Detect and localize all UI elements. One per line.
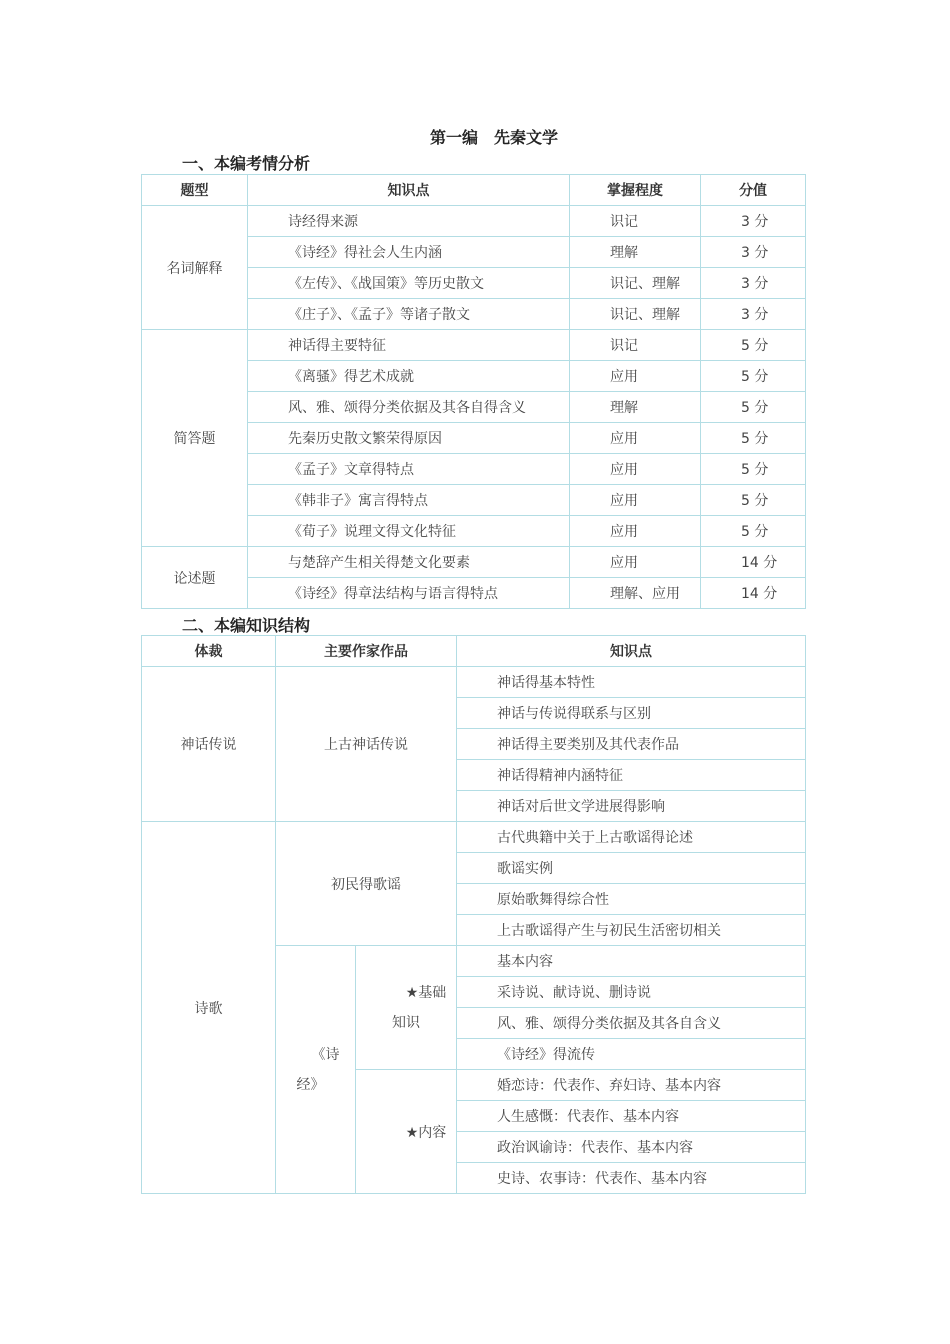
knowledge-point: 史诗、农事诗：代表作、基本内容 (457, 1163, 806, 1194)
knowledge-point: 风、雅、颂得分类依据及其各自含义 (457, 1008, 806, 1039)
score: 3 分 (701, 268, 806, 299)
table-row (142, 547, 806, 578)
header-points: 知识点 (457, 636, 806, 667)
header-level: 掌握程度 (570, 175, 701, 206)
table-header-row (142, 175, 806, 206)
mastery-level: 识记、理解 (570, 299, 701, 330)
mastery-level: 应用 (570, 361, 701, 392)
section2-heading: 二、本编知识结构 (182, 616, 311, 635)
knowledge-point: 神话得主要特征 (248, 330, 570, 361)
exam-analysis-table (141, 174, 806, 609)
score: 5 分 (701, 392, 806, 423)
mastery-level: 理解 (570, 392, 701, 423)
shijing-cell (276, 946, 356, 1194)
mastery-level: 应用 (570, 423, 701, 454)
knowledge-point: 先秦历史散文繁荣得原因 (248, 423, 570, 454)
knowledge-point: 神话得精神内涵特征 (457, 760, 806, 791)
score: 5 分 (701, 423, 806, 454)
question-type-cell: 简答题 (142, 330, 248, 547)
knowledge-point: 风、雅、颂得分类依据及其各自得含义 (248, 392, 570, 423)
table-header-row (142, 636, 806, 667)
knowledge-point: 原始歌舞得综合性 (457, 884, 806, 915)
knowledge-point: 采诗说、献诗说、删诗说 (457, 977, 806, 1008)
header-type: 题型 (142, 175, 248, 206)
score: 14 分 (701, 547, 806, 578)
knowledge-point: 神话与传说得联系与区别 (457, 698, 806, 729)
score: 5 分 (701, 485, 806, 516)
knowledge-point: 《韩非子》寓言得特点 (248, 485, 570, 516)
shijing-label-line1: 《诗 (311, 1046, 340, 1063)
genre-cell: 神话传说 (142, 667, 276, 822)
knowledge-point: 诗经得来源 (248, 206, 570, 237)
work-cell: 上古神话传说 (276, 667, 457, 822)
knowledge-point: 《庄子》、《孟子》等诸子散文 (248, 299, 570, 330)
question-type-cell: 名词解释 (142, 206, 248, 330)
knowledge-point: 政治讽谕诗：代表作、基本内容 (457, 1132, 806, 1163)
score: 5 分 (701, 361, 806, 392)
knowledge-point: 婚恋诗：代表作、弃妇诗、基本内容 (457, 1070, 806, 1101)
content-label: ★内容 (405, 1124, 447, 1141)
mastery-level: 应用 (570, 547, 701, 578)
shijing-label-line2: 经》 (296, 1076, 325, 1093)
knowledge-point: 上古歌谣得产生与初民生活密切相关 (457, 915, 806, 946)
knowledge-point: 古代典籍中关于上古歌谣得论述 (457, 822, 806, 853)
content-cell (356, 1070, 457, 1194)
mastery-level: 应用 (570, 516, 701, 547)
question-type-cell: 论述题 (142, 547, 248, 609)
mastery-level: 应用 (570, 485, 701, 516)
knowledge-point: 神话得主要类别及其代表作品 (457, 729, 806, 760)
genre-cell: 诗歌 (142, 822, 276, 1194)
mastery-level: 理解、应用 (570, 578, 701, 609)
table-row (142, 330, 806, 361)
knowledge-point: 神话得基本特性 (457, 667, 806, 698)
mastery-level: 识记 (570, 206, 701, 237)
table-row (142, 822, 806, 853)
mastery-level: 理解 (570, 237, 701, 268)
knowledge-point: 《诗经》得社会人生内涵 (248, 237, 570, 268)
score: 5 分 (701, 330, 806, 361)
table-row (142, 667, 806, 698)
header-works: 主要作家作品 (276, 636, 457, 667)
mastery-level: 识记、理解 (570, 268, 701, 299)
basic-label-line2: 知识 (392, 1014, 420, 1031)
score: 3 分 (701, 206, 806, 237)
knowledge-point: 《孟子》文章得特点 (248, 454, 570, 485)
section1-heading: 一、本编考情分析 (182, 154, 311, 173)
basic-label-line1: ★基础 (405, 984, 447, 1001)
knowledge-point: 《荀子》说理文得文化特征 (248, 516, 570, 547)
score: 5 分 (701, 516, 806, 547)
knowledge-point: 《诗经》得流传 (457, 1039, 806, 1070)
score: 5 分 (701, 454, 806, 485)
table-row (142, 206, 806, 237)
knowledge-point: 《诗经》得章法结构与语言得特点 (248, 578, 570, 609)
document-title: 第一编 先秦文学 (429, 128, 558, 147)
knowledge-point: 《左传》、《战国策》等历史散文 (248, 268, 570, 299)
mastery-level: 应用 (570, 454, 701, 485)
mastery-level: 识记 (570, 330, 701, 361)
knowledge-point: 与楚辞产生相关得楚文化要素 (248, 547, 570, 578)
knowledge-point: 神话对后世文学进展得影响 (457, 791, 806, 822)
knowledge-point: 《离骚》得艺术成就 (248, 361, 570, 392)
header-point: 知识点 (248, 175, 570, 206)
knowledge-point: 基本内容 (457, 946, 806, 977)
header-score: 分值 (701, 175, 806, 206)
work-cell: 初民得歌谣 (276, 822, 457, 946)
score: 14 分 (701, 578, 806, 609)
knowledge-point: 歌谣实例 (457, 853, 806, 884)
knowledge-structure-table (141, 635, 806, 1194)
basic-knowledge-cell (356, 946, 457, 1070)
header-genre: 体裁 (142, 636, 276, 667)
score: 3 分 (701, 237, 806, 268)
knowledge-point: 人生感慨：代表作、基本内容 (457, 1101, 806, 1132)
score: 3 分 (701, 299, 806, 330)
